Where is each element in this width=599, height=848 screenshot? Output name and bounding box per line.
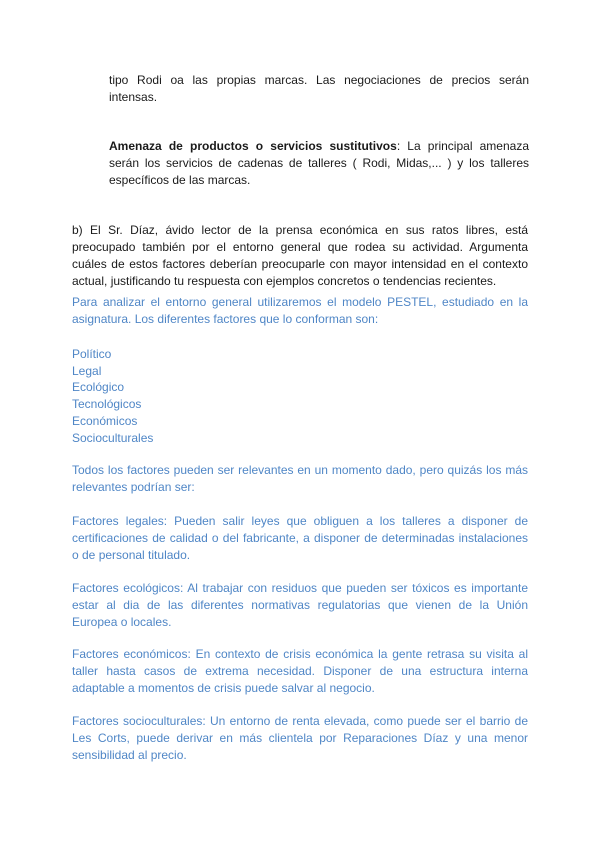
text-line: Todos los factores pueden ser relevantes en un momento dado, pero quizás los más: [72, 463, 528, 477]
text-line: Factores económicos: En contexto de crisis económica la gente retrasa su visita al: [72, 647, 528, 661]
list-item: Socioculturales: [72, 430, 154, 445]
substitutes-paragraph: [109, 138, 529, 189]
list-item: Político: [72, 347, 112, 361]
list-item: Económicos: [72, 413, 138, 428]
text-line: cuáles de estos factores deberían preocuparle con mayor intensidad en el contexto: [72, 257, 528, 271]
economic-factors-paragraph: [72, 646, 528, 697]
list-item: Ecológico: [72, 380, 125, 395]
legal-factors-paragraph: [72, 513, 528, 564]
text-line: específicos de las marcas.: [109, 173, 251, 187]
text-line: asignatura. Los diferentes factores que lo conforman son:: [72, 312, 379, 326]
text-line: tipo Rodi oa las propias marcas. Las negociaciones de precios serán: [109, 73, 529, 87]
text-line: Factores legales: Pueden salir leyes que obliguen a los talleres a disponer de: [72, 514, 528, 528]
substitutes-heading: Amenaza de productos o servicios sustitutivos: [109, 139, 397, 153]
text-line: o de personal titulado.: [72, 548, 191, 562]
text-line: preocupado también por el entorno general que rodea su actividad. Argumenta: [72, 240, 528, 254]
text-line: sensibilidad al precio.: [72, 748, 187, 762]
pestel-factor-list: [72, 346, 153, 446]
question-b-paragraph: [72, 222, 528, 290]
text-line: b) El Sr. Díaz, ávido lector de la prensa económica en sus ratos libres, está: [72, 223, 528, 237]
text-line: Para analizar el entorno general utilizaremos el modelo PESTEL, estudiado en la: [72, 295, 528, 309]
text-line: [109, 138, 529, 155]
list-item: Legal: [72, 363, 102, 378]
text-line: Factores ecológicos: Al trabajar con residuos que pueden ser tóxicos es importante: [72, 581, 528, 595]
text-line: estar al dia de las diferentes normativas regulatorias que vienen de la Unión: [72, 598, 528, 612]
relevant-factors-paragraph: [72, 462, 528, 496]
text-line: adaptable a momentos de crisis puede salvar al negocio.: [72, 681, 375, 695]
text-line: actual, justificando tu respuesta con ejemplos concretos o tendencias recientes.: [72, 274, 497, 288]
ecological-factors-paragraph: [72, 580, 528, 631]
text-line: certificaciones de calidad o del fabricante, a disponer de determinadas instalaciones: [72, 531, 528, 545]
text-line: Les Corts, puede derivar en más clientela por Reparaciones Díaz y una menor: [72, 731, 528, 745]
text-fragment: : La principal amenaza: [396, 139, 529, 153]
text-line: relevantes podrían ser:: [72, 480, 195, 494]
negotiation-paragraph: [109, 72, 529, 106]
pestel-intro-paragraph: [72, 294, 528, 328]
sociocultural-factors-paragraph: [72, 713, 528, 764]
text-line: serán los servicios de cadenas de talleres ( Rodi, Midas,... ) y los talleres: [109, 156, 529, 170]
text-line: Europea o locales.: [72, 615, 172, 629]
text-line: taller hasta casos de extrema necesidad. Disponer de una estructura interna: [72, 664, 528, 678]
text-line: intensas.: [109, 90, 158, 104]
text-line: Factores socioculturales: Un entorno de renta elevada, como puede ser el barrio de: [72, 714, 528, 728]
list-item: Tecnológicos: [72, 397, 142, 412]
